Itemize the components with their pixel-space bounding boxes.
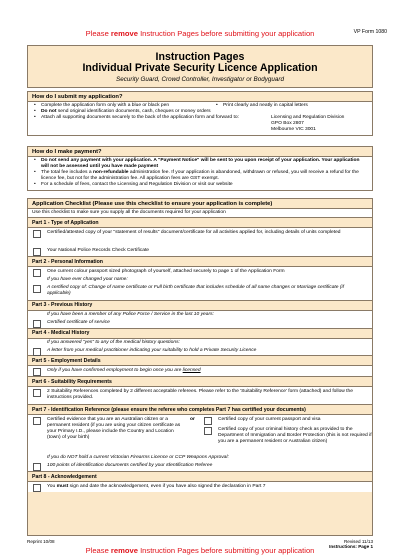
part6-references-label: 2 Suitability References completed by 2 different acceptable referees. Please refer to the 'Suitability Reference' form (attached) and follow the instructions provided. bbox=[47, 389, 353, 401]
part3-service-checkbox[interactable] bbox=[33, 320, 41, 328]
payment-section bbox=[27, 146, 373, 191]
part7-passport-label: Certified copy of your current passport and visa bbox=[218, 417, 321, 423]
part5-heading: Part 5 - Employment Details bbox=[28, 355, 372, 366]
part2-name-change-note: If you have ever changed your name: bbox=[28, 277, 372, 283]
page-number: Instructions: Page 1 bbox=[329, 544, 373, 549]
part7-heading: Part 7 - Identification Reference (please ensure the referee who completes Part 7 has certified your documents) bbox=[28, 404, 372, 415]
part4-note: If you answered "yes" to any of the medical history questions: bbox=[28, 339, 372, 346]
form-number: VP Form 1080 bbox=[353, 29, 387, 35]
checklist-intro: Use this checklist to make sure you supply all the documents required for your application bbox=[28, 209, 372, 217]
part2-photo-label: One current colour passport sized photograph of yourself, attached securely to page 1 of the Application Form bbox=[47, 269, 285, 274]
form-title: Individual Private Security Licence Application bbox=[82, 62, 318, 74]
revised-date: Revised 11/13 bbox=[343, 539, 373, 544]
submit-bullet-pen: • Complete the application form only with a blue or black pen bbox=[32, 103, 368, 109]
part4-medical-letter-label: A letter from your medical practitioner indicating your suitability to hold a Private Security Licence bbox=[47, 347, 257, 353]
part3-heading: Part 3 - Previous History bbox=[28, 300, 372, 311]
part8-acknowledgement-label: You must sign and date the acknowledgement, even if you have also signed the declaration in Part 7 bbox=[47, 484, 266, 490]
part7-note: If you do NOT hold a current Victorian Firearms Licence or CCP Weapons Approval: bbox=[28, 453, 372, 461]
part2-name-change-checkbox[interactable] bbox=[33, 285, 41, 293]
part1-statement-label: Certified/attested copy of your "statement of results" document/certificate for all activities applied for, including details of units completed bbox=[47, 230, 341, 236]
part7-passport-checkbox[interactable] bbox=[204, 417, 212, 425]
part6-heading: Part 6 - Suitability Requirements bbox=[28, 376, 372, 387]
part1-police-check-label: Your National Police Records Check Certificate bbox=[47, 248, 150, 254]
part7-or-label: or bbox=[190, 417, 195, 423]
part8-acknowledgement-checkbox[interactable] bbox=[33, 484, 41, 492]
part2-photo-checkbox[interactable] bbox=[33, 269, 41, 277]
title-box bbox=[27, 45, 373, 88]
part4-heading: Part 4 - Medical History bbox=[28, 328, 372, 339]
mailing-address: Licensing and Regulation Division GPO Box 2807 Melbourne VIC 3001 bbox=[271, 115, 345, 133]
part7-100-points-label: 100 points of identification documents certified by your Identification Referee bbox=[47, 463, 213, 469]
payment-bullet-fee: • The total fee includes a non-refundable administration fee. If your application is abandoned, withdrawn or refused, you will receive a refund for the licence fee, but not for the administration fee. All application fees are GST exempt. bbox=[32, 170, 368, 182]
submit-bullet-attach: • Attach all supporting documents securely to the back of the application form and forward to: bbox=[32, 115, 266, 121]
submit-bullet-print: • Print clearly and neatly in capital letters bbox=[214, 103, 308, 109]
page-title: Instruction Pages bbox=[155, 51, 245, 63]
checklist-heading: Application Checklist (Please use this checklist to ensure your application is complete) bbox=[28, 199, 372, 209]
reprint-date: Reprint 10/08 bbox=[27, 539, 55, 544]
checklist-section bbox=[27, 198, 373, 536]
part2-heading: Part 2 - Personal Information bbox=[28, 256, 372, 267]
part5-employment-label: Only if you have confirmed employment to begin once you are licensed bbox=[47, 368, 201, 374]
part4-medical-letter-checkbox[interactable] bbox=[33, 348, 41, 356]
part7-criminal-check-checkbox[interactable] bbox=[204, 427, 212, 435]
part5-employment-checkbox[interactable] bbox=[33, 368, 41, 376]
part1-statement-checkbox[interactable] bbox=[33, 230, 41, 238]
part1-police-check-checkbox[interactable] bbox=[33, 248, 41, 256]
part6-references-checkbox[interactable] bbox=[33, 389, 41, 397]
part7-citizenship-checkbox[interactable] bbox=[33, 417, 41, 425]
payment-heading: How do I make payment? bbox=[28, 147, 372, 157]
part7-criminal-check-label: Certified copy of your criminal history check as provided to the Department of Immigration and Border Protection (this is not required if you are a permanent resident or Australian citizen) bbox=[218, 427, 372, 445]
form-subtitle: Security Guard, Crowd Controller, Investigator or Bodyguard bbox=[116, 76, 284, 83]
payment-bullet-no-payment: • Do not send any payment with your application. A "Payment Notice" will be sent to you upon receipt of your application. Your application will not be assessed until you have made payment bbox=[32, 158, 368, 170]
part3-note: If you have been a member of any Police Force / Service in the last 10 years: bbox=[28, 311, 372, 318]
part7-100-points-checkbox[interactable] bbox=[33, 463, 41, 471]
payment-bullet-schedule: • For a schedule of fees, contact the Licensing and Regulation Division or visit our website bbox=[32, 182, 368, 188]
part7-citizenship-label: Certified evidence that you are an Australian citizen or a permanent resident (if you are using your citizen certificate as your Primary I.D., please include the Country and Location (town) of your birth) bbox=[47, 417, 181, 441]
top-warning: Please remove Instruction Pages before submitting your application bbox=[85, 29, 315, 38]
submit-heading: How do I submit my application? bbox=[28, 92, 372, 102]
part3-service-label: Certified certificate of service bbox=[47, 319, 110, 325]
bottom-warning: Please remove Instruction Pages before submitting your application bbox=[85, 546, 315, 555]
part1-heading: Part 1 - Type of Application bbox=[28, 217, 372, 228]
part8-heading: Part 8 - Acknowledgement bbox=[28, 471, 372, 482]
submit-bullet-originals: • Do not send original identification documents, cash, cheques or money orders bbox=[32, 109, 368, 115]
submit-section bbox=[27, 91, 373, 136]
part2-name-change-label: A certified copy of: Change of name certificate or Full birth certificate that includes schedule of all name changes or Marriage certificate (if applicable) bbox=[47, 284, 344, 296]
